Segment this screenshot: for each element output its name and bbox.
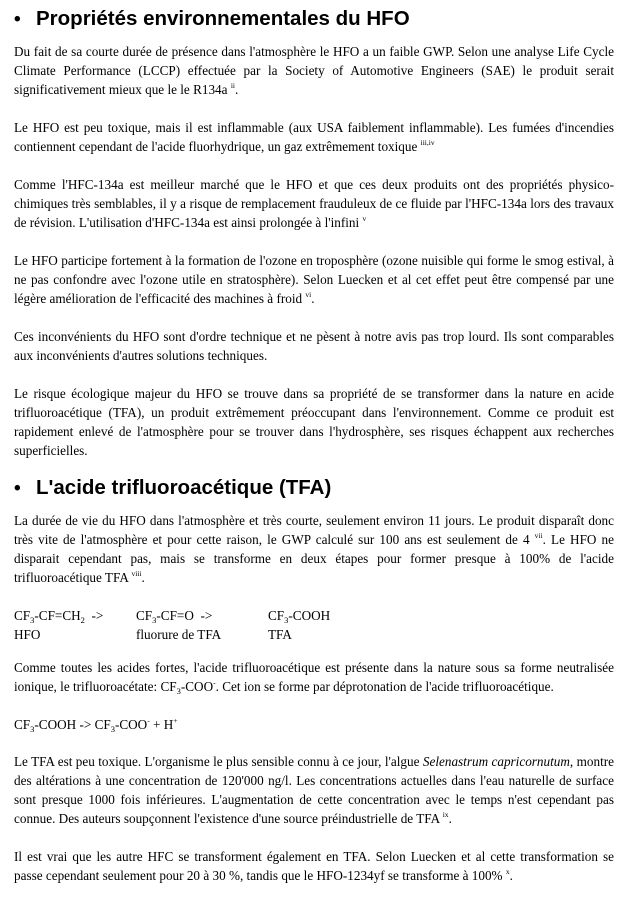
footnote-ref[interactable]: ii (230, 81, 235, 90)
paragraph: Comme toutes les acides fortes, l'acide trifluoroacétique est présente dans la nature sous sa forme neutralisée ionique, le trifluoroacétate: $CF_3-COO^-$. Cet ion se forme par déprotonation de l'acide trifluoroacétique. (14, 660, 614, 696)
footnote-ref[interactable]: viii (131, 569, 142, 578)
species-name: Selenastrum capricornutum (422, 754, 570, 769)
footnote-ref[interactable]: iii,iv (420, 138, 435, 147)
paragraph: Comme l'HFC-134a est meilleur marché que le HFO et que ces deux produits ont des propriétés physico-chimiques très semblables, il y a risque de remplacement frauduleux de ce fluide par l'HFC-134a lors des travaux de révision. L'utilisation d'HFC-134a est ainsi prolongée à l'infini $^v$ (14, 177, 614, 230)
paragraph: Le HFO participe fortement à la formation de l'ozone en troposphère (ozone nuisible qui forme le smog estival, à ne pas confondre avec l'ozone utile en stratosphère). Selon Luecken et al cet effet peut être compensé par une légère amélioration de l'efficacité des machines à froid $^{vi}$. (14, 253, 614, 306)
paragraph: Le TFA est peu toxique. L'organisme le plus sensible connu à ce jour, l'algue Selenastrum capricornutum, montre des altérations à une concentration de 120'000 ng/l. Les concentrations actuelles dans l'eau naturelle de surface sont presque 1000 fois inférieures. L'augmentation de cette concentration avec le temps n'est cependant pas connue. Des auteurs soupçonnent l'existence d'une source préindustrielle de TFA $^{ix}$. (14, 754, 614, 826)
paragraph: Il est vrai que les autre HFC se transforment également en TFA. Selon Luecken et al cette transformation se passe cependant seulement pour 20 à 30 %, tandis que le HFO-1234yf se transforme à 100% $^x$. (14, 849, 614, 883)
footnote-ref[interactable]: ix (442, 810, 449, 819)
bullet-icon: • (14, 9, 21, 30)
reaction-step-fluorure: $CF_3-CF=O$ -> (136, 608, 213, 625)
bullet-icon: • (14, 478, 21, 499)
reaction-step-tfa: $CF_3$-COOH (268, 608, 331, 625)
paragraph: Le risque écologique majeur du HFO se trouve dans sa propriété de se transformer dans la nature en acide trifluoroacétique (TFA), un produit extrêmement préoccupant dans l'environnement. Comme ce produit est rapidement enlevé de l'atmosphère pour se trouver dans l'hydrosphère, ses risques échappent aux recherches superficielles. (14, 386, 614, 458)
footnote-ref[interactable]: vi (305, 290, 312, 299)
reaction-scheme (14, 606, 614, 644)
reaction-arrow: -> (200, 608, 213, 623)
dissociation-equation: $CF_3$-COOH -> $CF_3-COO^- + H^+$ (14, 716, 178, 734)
reaction-label: TFA (268, 627, 292, 642)
reaction-label: HFO (14, 627, 41, 642)
reaction-formulas (14, 606, 614, 625)
reaction-label: fluorure de TFA (136, 627, 222, 642)
paragraph: Ces inconvénients du HFO sont d'ordre technique et ne pèsent à notre avis pas trop lourd. Ils sont comparables aux inconvénients d'autres solutions techniques. (14, 329, 614, 363)
section-heading-tfa: • L'acide trifluoroacétique (TFA) (14, 475, 614, 502)
reaction-step-hfo: $CF_3-CF=CH_2$ -> (14, 608, 104, 625)
paragraph: Du fait de sa courte durée de présence dans l'atmosphère le HFO a un faible GWP. Selon une analyse Life Cycle Climate Performance (LCCP) effectuée par la Society of Automotive Engineers (SAE) le produit serait significativement mieux que le le R134a $^{ii}$. (14, 44, 614, 97)
reaction-labels (14, 625, 614, 644)
paragraph: Le HFO est peu toxique, mais il est inflammable (aux USA faiblement inflammable). Les fumées d'incendies contiennent cependant de l'acide fluorhydrique, un gaz extrêmement toxique $^{iii,iv}$ (14, 120, 614, 154)
footnote-ref[interactable]: vii (534, 531, 543, 540)
section-heading-hfo: • Propriétés environnementales du HFO (14, 6, 614, 33)
footnote-ref[interactable]: v (362, 214, 367, 223)
reaction-arrow: -> (91, 608, 104, 623)
paragraph: La durée de vie du HFO dans l'atmosphère et très courte, seulement environ 11 jours. Le produit disparaît donc très vite de l'atmosphère et pour cette raison, le GWP calculé sur 100 ans est seulement de 4 $^{vii}$. Le HFO ne disparait cependant pas, mais se transforme en deux étapes pour former presque à 100% de l'acide trifluoroacétique TFA $^{viii}$. (14, 513, 614, 585)
footnote-ref[interactable]: x (505, 867, 510, 876)
